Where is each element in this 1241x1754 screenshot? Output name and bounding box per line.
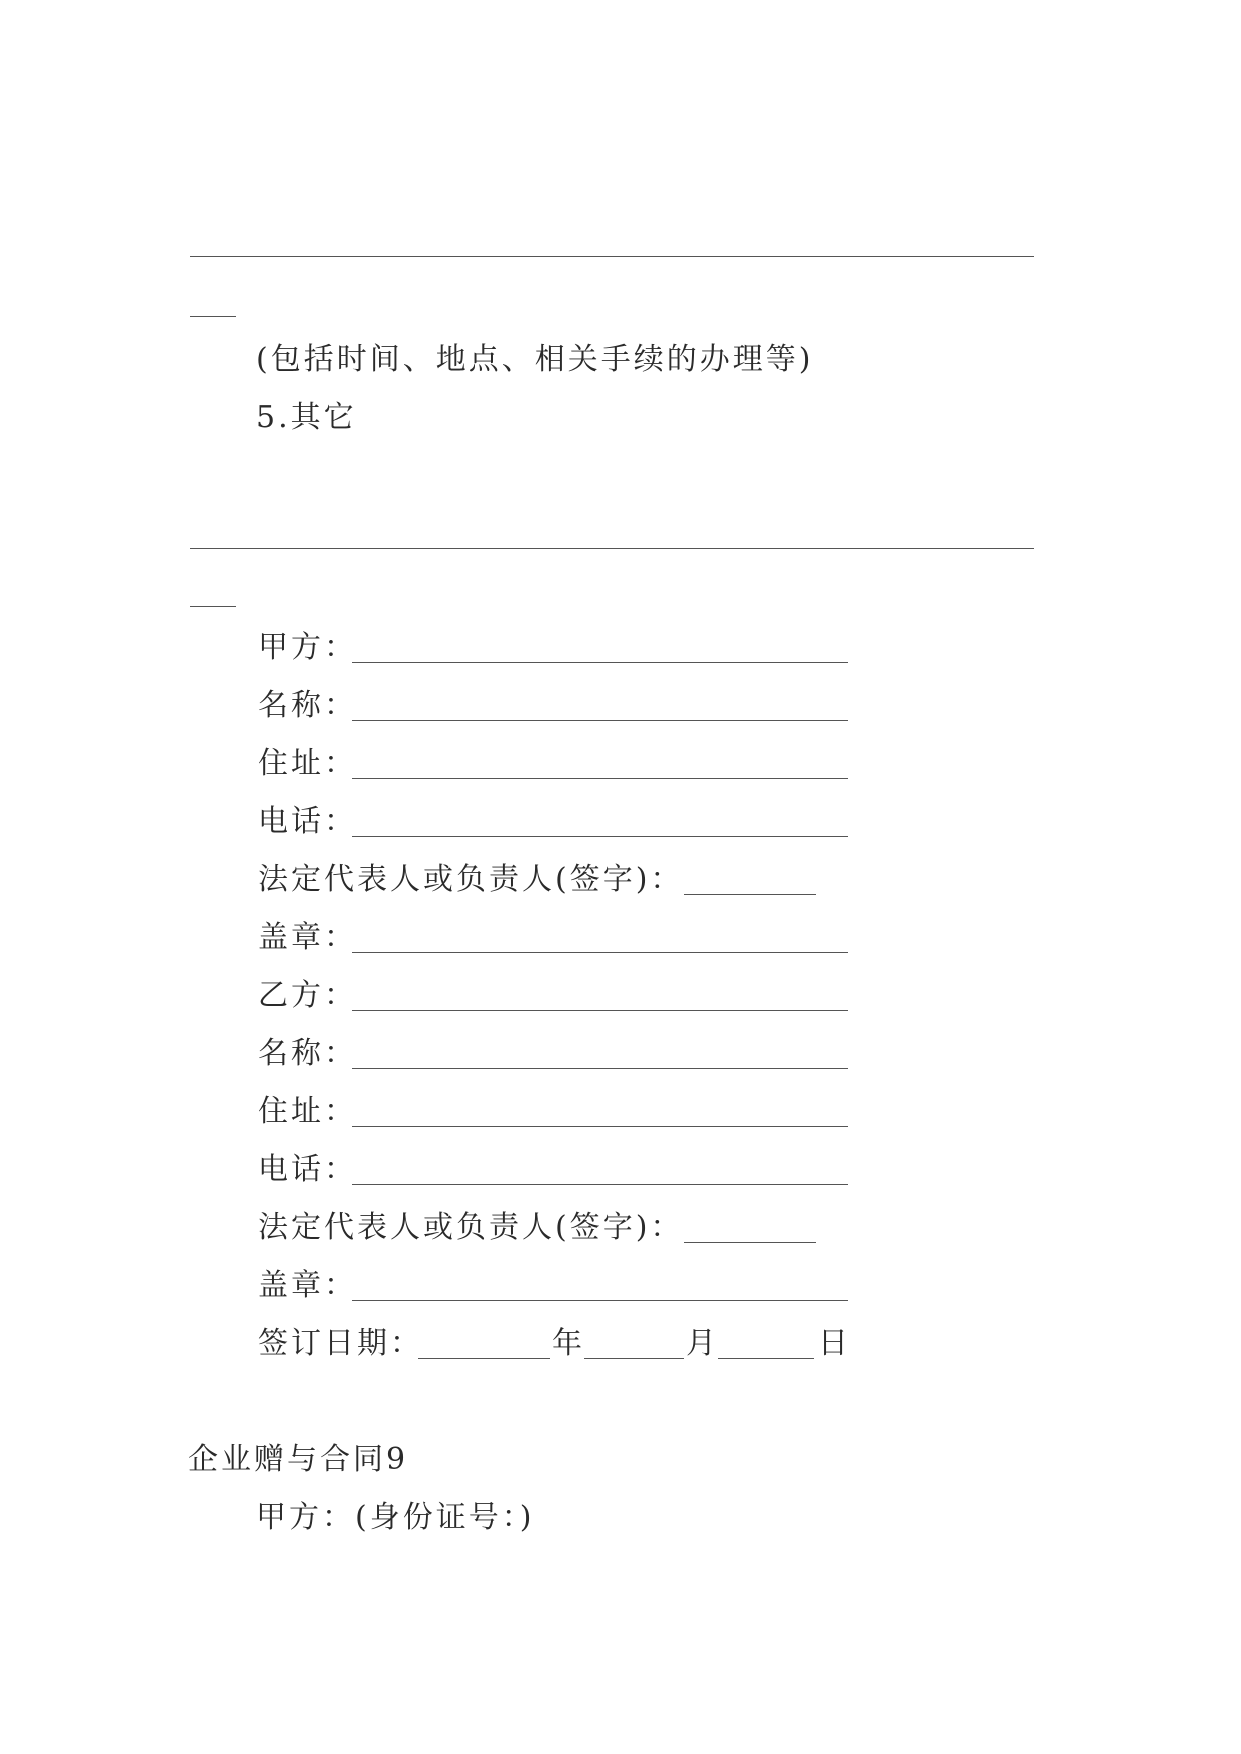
party-a-rep-blank	[684, 894, 816, 895]
signing-year-label: 年	[552, 1326, 585, 1361]
party-b-phone-label: 电话：	[258, 1152, 357, 1187]
party-b-name-label: 名称：	[258, 1036, 357, 1071]
party-a-rep-label: 法定代表人或负责人(签字)：	[258, 862, 684, 897]
party-a-seal-label: 盖章：	[258, 920, 357, 955]
party-a-address-blank	[352, 778, 848, 779]
party-a-phone-blank	[352, 836, 848, 837]
party-a-name-blank	[352, 720, 848, 721]
party-b-blank	[352, 1010, 848, 1011]
party-b-address-label: 住址：	[258, 1094, 357, 1129]
fill-line-tail	[190, 316, 236, 317]
party-a-blank	[352, 662, 848, 663]
party-b-rep-blank	[684, 1242, 816, 1243]
party-b-address-blank	[352, 1126, 848, 1127]
party-a-seal-blank	[352, 952, 848, 953]
note-line: (包括时间、地点、相关手续的办理等)	[256, 342, 814, 377]
party-b-seal-blank	[352, 1300, 848, 1301]
fill-line	[190, 548, 1034, 549]
item-5-heading: 5.其它	[256, 400, 357, 435]
next-contract-title: 企业赠与合同9	[188, 1442, 409, 1477]
signing-month-label: 月	[686, 1326, 719, 1361]
party-b-name-blank	[352, 1068, 848, 1069]
signing-month-blank	[584, 1358, 684, 1359]
signing-day-label: 日	[818, 1326, 851, 1361]
fill-line-tail	[190, 606, 236, 607]
party-b-seal-label: 盖章：	[258, 1268, 357, 1303]
party-b-rep-label: 法定代表人或负责人(签字)：	[258, 1210, 684, 1245]
next-contract-party-a: 甲方：(身份证号：)	[256, 1500, 535, 1535]
party-b-label: 乙方：	[258, 978, 357, 1013]
party-b-phone-blank	[352, 1184, 848, 1185]
fill-line	[190, 256, 1034, 257]
signing-year-blank	[418, 1358, 550, 1359]
party-a-label: 甲方：	[258, 630, 357, 665]
party-a-phone-label: 电话：	[258, 804, 357, 839]
party-a-name-label: 名称：	[258, 688, 357, 723]
party-a-address-label: 住址：	[258, 746, 357, 781]
signing-date-label: 签订日期：	[258, 1326, 423, 1361]
signing-day-blank	[718, 1358, 814, 1359]
